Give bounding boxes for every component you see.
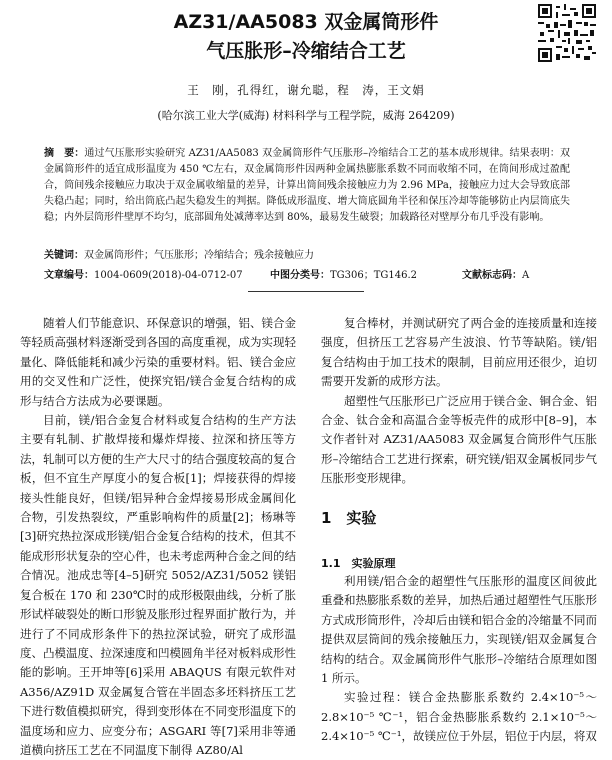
document-code-value: A <box>522 270 530 281</box>
paragraph: 实验过程：镁合金热膨胀系数约 2.4×10⁻⁵～2.8×10⁻⁵ ℃⁻¹，铝合金热膨胀系数约 2.1×10⁻⁵～2.4×10⁻⁵ ℃⁻¹，故镁应位于外层，铝位于内层，将双 <box>321 690 597 744</box>
body-right-column-lower <box>321 572 597 747</box>
separator-rule <box>248 291 364 292</box>
article-number <box>44 266 243 281</box>
document-code-label: 文献标志码： <box>462 270 522 281</box>
title-line-2: 气压胀形–冷缩结合工艺 <box>206 40 406 62</box>
keywords-label: 关键词： <box>44 250 84 261</box>
clc-value: TG306；TG146.2 <box>330 270 418 281</box>
paragraph: 利用镁/铝合金的超塑性气压胀形的温度区间彼此重叠和热膨胀系数的差异，加热后通过超塑性气压胀形方式成形筒形件，冷却后由镁和铝合金的冷缩量不同而提供双层筒间的残余接触压力，实现镁/铝双金属复合结构的结合。双金属筒形件气胀形–冷缩结合原理如图 1 所示。 <box>321 574 597 686</box>
abstract-label: 摘 要： <box>44 148 85 159</box>
paragraph: 超塑性气压胀形已广泛应用于镁合金、铜合金、铝合金、钛合金和高温合金等板壳件的成形中[8–9]，本文作者针对 AZ31/AA5083 双金属复合筒形件气压胀形–冷缩结合工艺进行探索，研究镁/铝双金属板同步气压胀形变形规律。 <box>321 393 597 486</box>
abstract-text: 通过气压胀形实验研究 AZ31/AA5083 双金属筒形件气压胀形–冷缩结合工艺的基本成形规律。结果表明：双金属筒形件的适宜成形温度为 450 ℃左右，双金属筒形件因两种金属热膨胀系数不同而收缩不同，在筒间形成过盈配合，筒间残余接触应力取决于双金属收缩量的差异，计算出筒间残余接触应力为 2.96 MPa，接触应力过大会导致底部失稳凸起；同时，给出筒底凸起失稳发生的判据。降低成形温度、增大筒底圆角半径和保压冷却等能够防止内层筒底失稳；内外层筒形件壁厚不均匀，底部圆角处减薄率达到 80%，最易发生破裂；加载路径对壁厚分布几乎没有影响。 <box>44 148 570 223</box>
affiliation: (哈尔滨工业大学(威海) 材料科学与工程学院，威海 264209) <box>157 109 455 122</box>
section-heading: 1 实验 <box>321 509 377 527</box>
paragraph: 复合棒材，并测试研究了两合金的连接质量和连接强度，但挤压工艺容易产生波浪、竹节等缺陷。镁/铝复合结构由于加工技术的限制，目前应用还很少，迫切需要开发新的成形方法。 <box>321 316 597 389</box>
authors: 王 刚，孔得红，谢允聪，程 涛，王文娟 <box>187 83 425 97</box>
article-number-label: 文章编号： <box>44 270 94 281</box>
title-block <box>90 8 522 66</box>
document-code <box>462 266 529 281</box>
keywords <box>44 246 314 261</box>
qr-code-icon <box>538 4 596 62</box>
title-line-1: AZ31/AA5083 双金属筒形件 <box>173 11 439 33</box>
keywords-text: 双金属筒形件；气压胀形；冷缩结合；残余接触应力 <box>84 250 314 261</box>
clc-number <box>270 266 417 281</box>
article-number-value: 1004-0609(2018)-04-0712-07 <box>94 270 243 281</box>
body-left-column <box>20 314 296 760</box>
body-right-column <box>321 314 597 489</box>
subsection-heading: 1.1 实验原理 <box>321 557 396 570</box>
paragraph: 目前，镁/铝合金复合材料或复合结构的生产方法主要有轧制、扩散焊接和爆炸焊接、拉深和挤压等方法，轧制可以方便的生产大尺寸的结合强度较高的复合板，但不宜生产厚度小的复合板[1]；焊接获得的焊接接头性能良好，但镁/铝异种合金焊接易形成金属间化合物，引发热裂纹，严重影响构件的质量[2]；杨琳等[3]研究热拉深成形镁/铝合金复合结构的技术，但其不能成形形状复杂的空心件，也未考虑两种合金之间的结合情况。池成忠等[4–5]研究 5052/AZ31/5052 镁铝复合板在 170 和 230℃时的成形极限曲线，分析了胀形试样破裂处的断口形貌及胀形过程界面扩散行为，并进行了不同成形条件下的热拉深试验，研究了成形温度、凸模温度、拉深速度和凹模圆角半径对板料成形性能的影响。王开坤等[6]采用 ABAQUS 有限元软件对 A356/AZ91D 双金属复合管在半固态多坯料挤压工艺下进行数值模拟研究，得到变形体在不同变形温度下的温度场和应力、应变分布；ASGARI 等[7]采用非等通道横向挤压工艺在不同温度下制得 AZ80/Al <box>20 413 296 757</box>
clc-label: 中图分类号： <box>270 270 330 281</box>
abstract <box>44 146 570 226</box>
paragraph: 随着人们节能意识、环保意识的增强，铝、镁合金等轻质高强材料逐渐受到各国的高度重视，成为实现轻量化、降低能耗和减少污染的重要材料。铝、镁合金应用的交叉性和广泛性，使探究铝/镁合金复合结构的成形与结合方法成为必要课题。 <box>20 316 296 408</box>
